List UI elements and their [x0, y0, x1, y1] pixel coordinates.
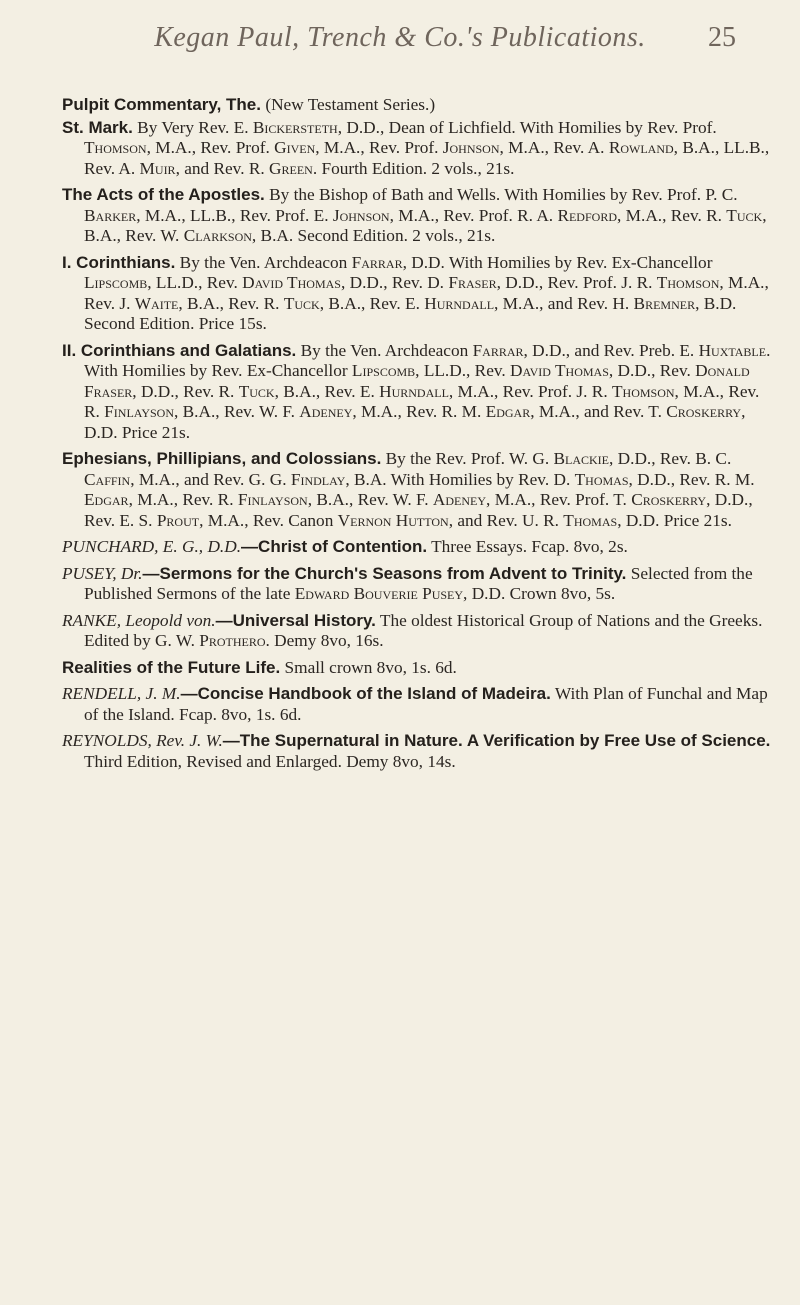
contributor-name: Edward Bouverie Pusey	[294, 584, 464, 603]
catalogue-entry	[62, 118, 778, 180]
contributor-name: Johnson	[332, 205, 390, 225]
contributor-name: David Thomas	[510, 361, 609, 380]
contributor-name: Bickersteth	[252, 117, 338, 137]
entry-text: , D.D., and Rev. Preb. E.	[523, 340, 699, 360]
running-title: Kegan Paul, Trench & Co.'s Publications.	[154, 22, 646, 53]
entry-text: , M.A., Rev. Prof.	[315, 138, 443, 157]
contributor-name: Prout	[156, 510, 200, 530]
contributor-name: Redford	[557, 205, 617, 225]
contributor-name: Prothero	[199, 631, 266, 650]
entry-text: , D.D. With Homilies by Rev. Ex-Chancellor	[402, 252, 713, 272]
entry-text: , M.A., Rev. J.	[84, 273, 769, 313]
entry-title: —Sermons for the Church's Seasons from Advent to Trinity.	[142, 563, 627, 583]
entry-title: —The Supernatural in Nature. A Verification by Free Use of Science.	[222, 731, 771, 750]
entry-title: Pulpit Commentary, The.	[62, 95, 261, 114]
entry-text: , D.D., Rev. B. C.	[609, 449, 732, 468]
entry-text: , M.A., Rev. R. M.	[352, 402, 486, 421]
entry-title: The Acts of the Apostles.	[62, 185, 265, 204]
entry-text: , D.D., Rev. Prof. J. R.	[496, 273, 657, 292]
contributor-name: Adeney	[299, 402, 353, 421]
entry-text: , M.A., Rev. R.	[617, 205, 727, 225]
contributor-name: Waite	[134, 293, 179, 313]
entry-text: , M.A., Rev. R.	[128, 490, 238, 509]
entry-text: , M.A., LL.B., Rev. Prof. E.	[136, 205, 333, 225]
entry-author: RENDELL, J. M.	[62, 684, 181, 703]
contributor-name: Thomas	[574, 469, 629, 489]
entry-text: By Very Rev. E.	[132, 117, 253, 137]
entry-text: , M.A., Rev. Prof. T.	[486, 490, 632, 509]
entry-text: (New Testament Series.)	[261, 95, 436, 114]
contributor-name: Rowland	[608, 138, 674, 157]
contributor-name: Tuck	[238, 381, 275, 401]
contributor-name: Bremner	[633, 293, 696, 313]
entry-text: , B.A. Second Edition. 2 vols., 21s.	[251, 226, 496, 245]
catalogue-entry	[62, 658, 778, 679]
entry-text: With Plan of Funchal and Map of the Island. Fcap. 8vo, 1s. 6d.	[84, 684, 768, 724]
entry-text: , B.A., LL.B., Rev. A.	[84, 138, 770, 178]
entry-text: , D.D., Rev.	[608, 361, 696, 380]
contributor-name: Thomas	[563, 510, 618, 530]
contributor-name: Barker	[84, 205, 137, 225]
contributor-name: Hurndall	[379, 381, 449, 401]
contributor-name: Findlay	[290, 469, 346, 489]
entry-text: , D.D. Price 21s.	[84, 402, 746, 442]
catalogue-entry	[62, 253, 778, 335]
contributor-name: Adeney	[432, 490, 487, 509]
entry-text: , B.A., Rev. W. F.	[307, 490, 433, 509]
contributor-name: Thomson	[611, 381, 675, 401]
contributor-name: Finlayson	[104, 402, 175, 421]
catalogue-entry	[62, 185, 778, 247]
entry-text: , LL.D., Rev.	[147, 273, 243, 292]
entry-text: Third Edition, Revised and Enlarged. Demy 8vo, 14s.	[84, 751, 456, 771]
contributor-name: Given	[274, 138, 316, 157]
catalogue-entry	[62, 341, 778, 444]
entry-text: By the Ven. Archdeacon	[296, 340, 473, 360]
entry-text: . Demy 8vo, 16s.	[265, 631, 384, 650]
contributor-name: Finlayson	[237, 490, 308, 509]
entry-text: , M.A., Rev. Canon	[199, 510, 338, 530]
contributor-name: Lipscomb	[351, 361, 416, 380]
entry-text: . With Homilies by Rev. Ex-Chancellor	[84, 340, 771, 380]
entry-text: , D.D., Rev. R.	[132, 381, 239, 401]
catalogue-entry	[62, 611, 778, 652]
entry-text: , D.D., Rev. E. S.	[84, 490, 753, 530]
contributor-name: Lipscomb	[84, 273, 148, 292]
entry-author: REYNOLDS, Rev. J. W.	[62, 731, 223, 750]
page-number: 25	[708, 22, 736, 53]
entry-text: , M.A., Rev. Prof.	[146, 138, 275, 157]
entry-title: St. Mark.	[62, 117, 133, 137]
entry-text: The oldest Historical Group of Nations and the Greeks. Edited by G. W.	[84, 610, 763, 650]
contributor-name: David Thomas	[242, 273, 341, 292]
entry-text: , M.A., Rev. R.	[84, 381, 760, 421]
entry-text: , D.D., Rev. D.	[340, 273, 449, 292]
entry-text: , D.D. Crown 8vo, 5s.	[463, 584, 616, 603]
entry-text: By the Ven. Archdeacon	[175, 252, 352, 272]
entry-title: —Christ of Contention.	[241, 537, 428, 556]
entry-text: , M.A., and Rev. T.	[530, 402, 667, 421]
contributor-name: Farrar	[472, 340, 524, 360]
entry-text: , B.A. With Homilies by Rev. D.	[345, 469, 575, 489]
entry-author: PUSEY, Dr.	[62, 563, 143, 583]
entry-text: , B.A., Rev. R.	[178, 293, 284, 313]
catalogue-entry	[62, 731, 778, 772]
entry-title: II. Corinthians and Galatians.	[62, 340, 297, 360]
entry-author: RANKE, Leopold von.	[62, 610, 216, 630]
entry-text: Small crown 8vo, 1s. 6d.	[280, 657, 457, 677]
entry-text: By the Bishop of Bath and Wells. With Homilies by Rev. Prof. P. C.	[264, 185, 738, 204]
contributor-name: Croskerry	[666, 402, 742, 421]
entry-title: Ephesians, Phillipians, and Colossians.	[62, 449, 382, 468]
contributor-name: Muir	[139, 158, 176, 178]
contributor-name: Tuck	[283, 293, 320, 313]
contributor-name: Clarkson	[183, 226, 252, 245]
contributor-name: Edgar	[84, 490, 129, 509]
catalogue-entries	[62, 95, 778, 778]
entry-title: —Concise Handbook of the Island of Madeira.	[180, 684, 551, 703]
entry-author: PUNCHARD, E. G., D.D.	[62, 537, 242, 556]
contributor-name: Thomson	[84, 138, 147, 157]
entry-text: , B.A., Rev. E.	[319, 293, 425, 313]
entry-title: Realities of the Future Life.	[62, 657, 281, 677]
entry-text: , D.D. Price 21s.	[617, 510, 732, 530]
contributor-name: Green	[269, 158, 313, 178]
contributor-name: Huxtable	[698, 340, 767, 360]
entry-text: , and Rev. U. R.	[448, 510, 564, 530]
contributor-name: Johnson	[442, 138, 500, 157]
entry-text: , M.A., Rev. Prof. J. R.	[448, 381, 612, 401]
catalogue-entry	[62, 564, 778, 605]
running-head	[0, 22, 800, 62]
contributor-name: Caffin	[84, 469, 131, 489]
contributor-name: Farrar	[351, 252, 403, 272]
entry-text: Selected from the Published Sermons of the late	[84, 563, 753, 603]
entry-text: By the Rev. Prof. W. G.	[381, 449, 554, 468]
entry-text: , M.A., Rev. A.	[499, 138, 609, 157]
contributor-name: Hurndall	[424, 293, 495, 313]
contributor-name: Croskerry	[631, 490, 707, 509]
contributor-name: Vernon Hutton	[337, 510, 449, 530]
contributor-name: Tuck	[726, 205, 763, 225]
entry-text: , B.A., Rev. W.	[84, 205, 767, 245]
contributor-name: Donald Fraser	[84, 361, 750, 401]
entry-text: Three Essays. Fcap. 8vo, 2s.	[427, 537, 628, 556]
contributor-name: Edgar	[485, 402, 531, 421]
entry-text: , M.A., Rev. Prof. R. A.	[389, 205, 558, 225]
entry-text: , B.A., Rev. E.	[274, 381, 380, 401]
entry-text: , LL.D., Rev.	[415, 361, 511, 380]
entry-text: , and Rev. R.	[175, 158, 270, 178]
contributor-name: Blackie	[553, 449, 610, 468]
entry-text: . Fourth Edition. 2 vols., 21s.	[312, 158, 515, 178]
contributor-name: Thomson	[656, 273, 720, 292]
catalogue-entry	[62, 449, 778, 531]
entry-text: , D.D., Rev. R. M.	[628, 469, 755, 489]
contributor-name: Fraser	[448, 273, 497, 292]
entry-text: , B.D. Second Edition. Price 15s.	[84, 293, 737, 333]
catalogue-entry	[62, 95, 778, 116]
entry-text: , M.A., and Rev. H.	[494, 293, 634, 313]
entry-text: , D.D., Dean of Lichfield. With Homilies by Rev. Prof.	[337, 117, 717, 137]
entry-text: , B.A., Rev. W. F.	[174, 402, 300, 421]
catalogue-entry	[62, 684, 778, 725]
entry-title: —Universal History.	[215, 610, 376, 630]
entry-text: , M.A., and Rev. G. G.	[130, 469, 291, 489]
entry-title: I. Corinthians.	[62, 252, 176, 272]
catalogue-entry	[62, 537, 778, 558]
